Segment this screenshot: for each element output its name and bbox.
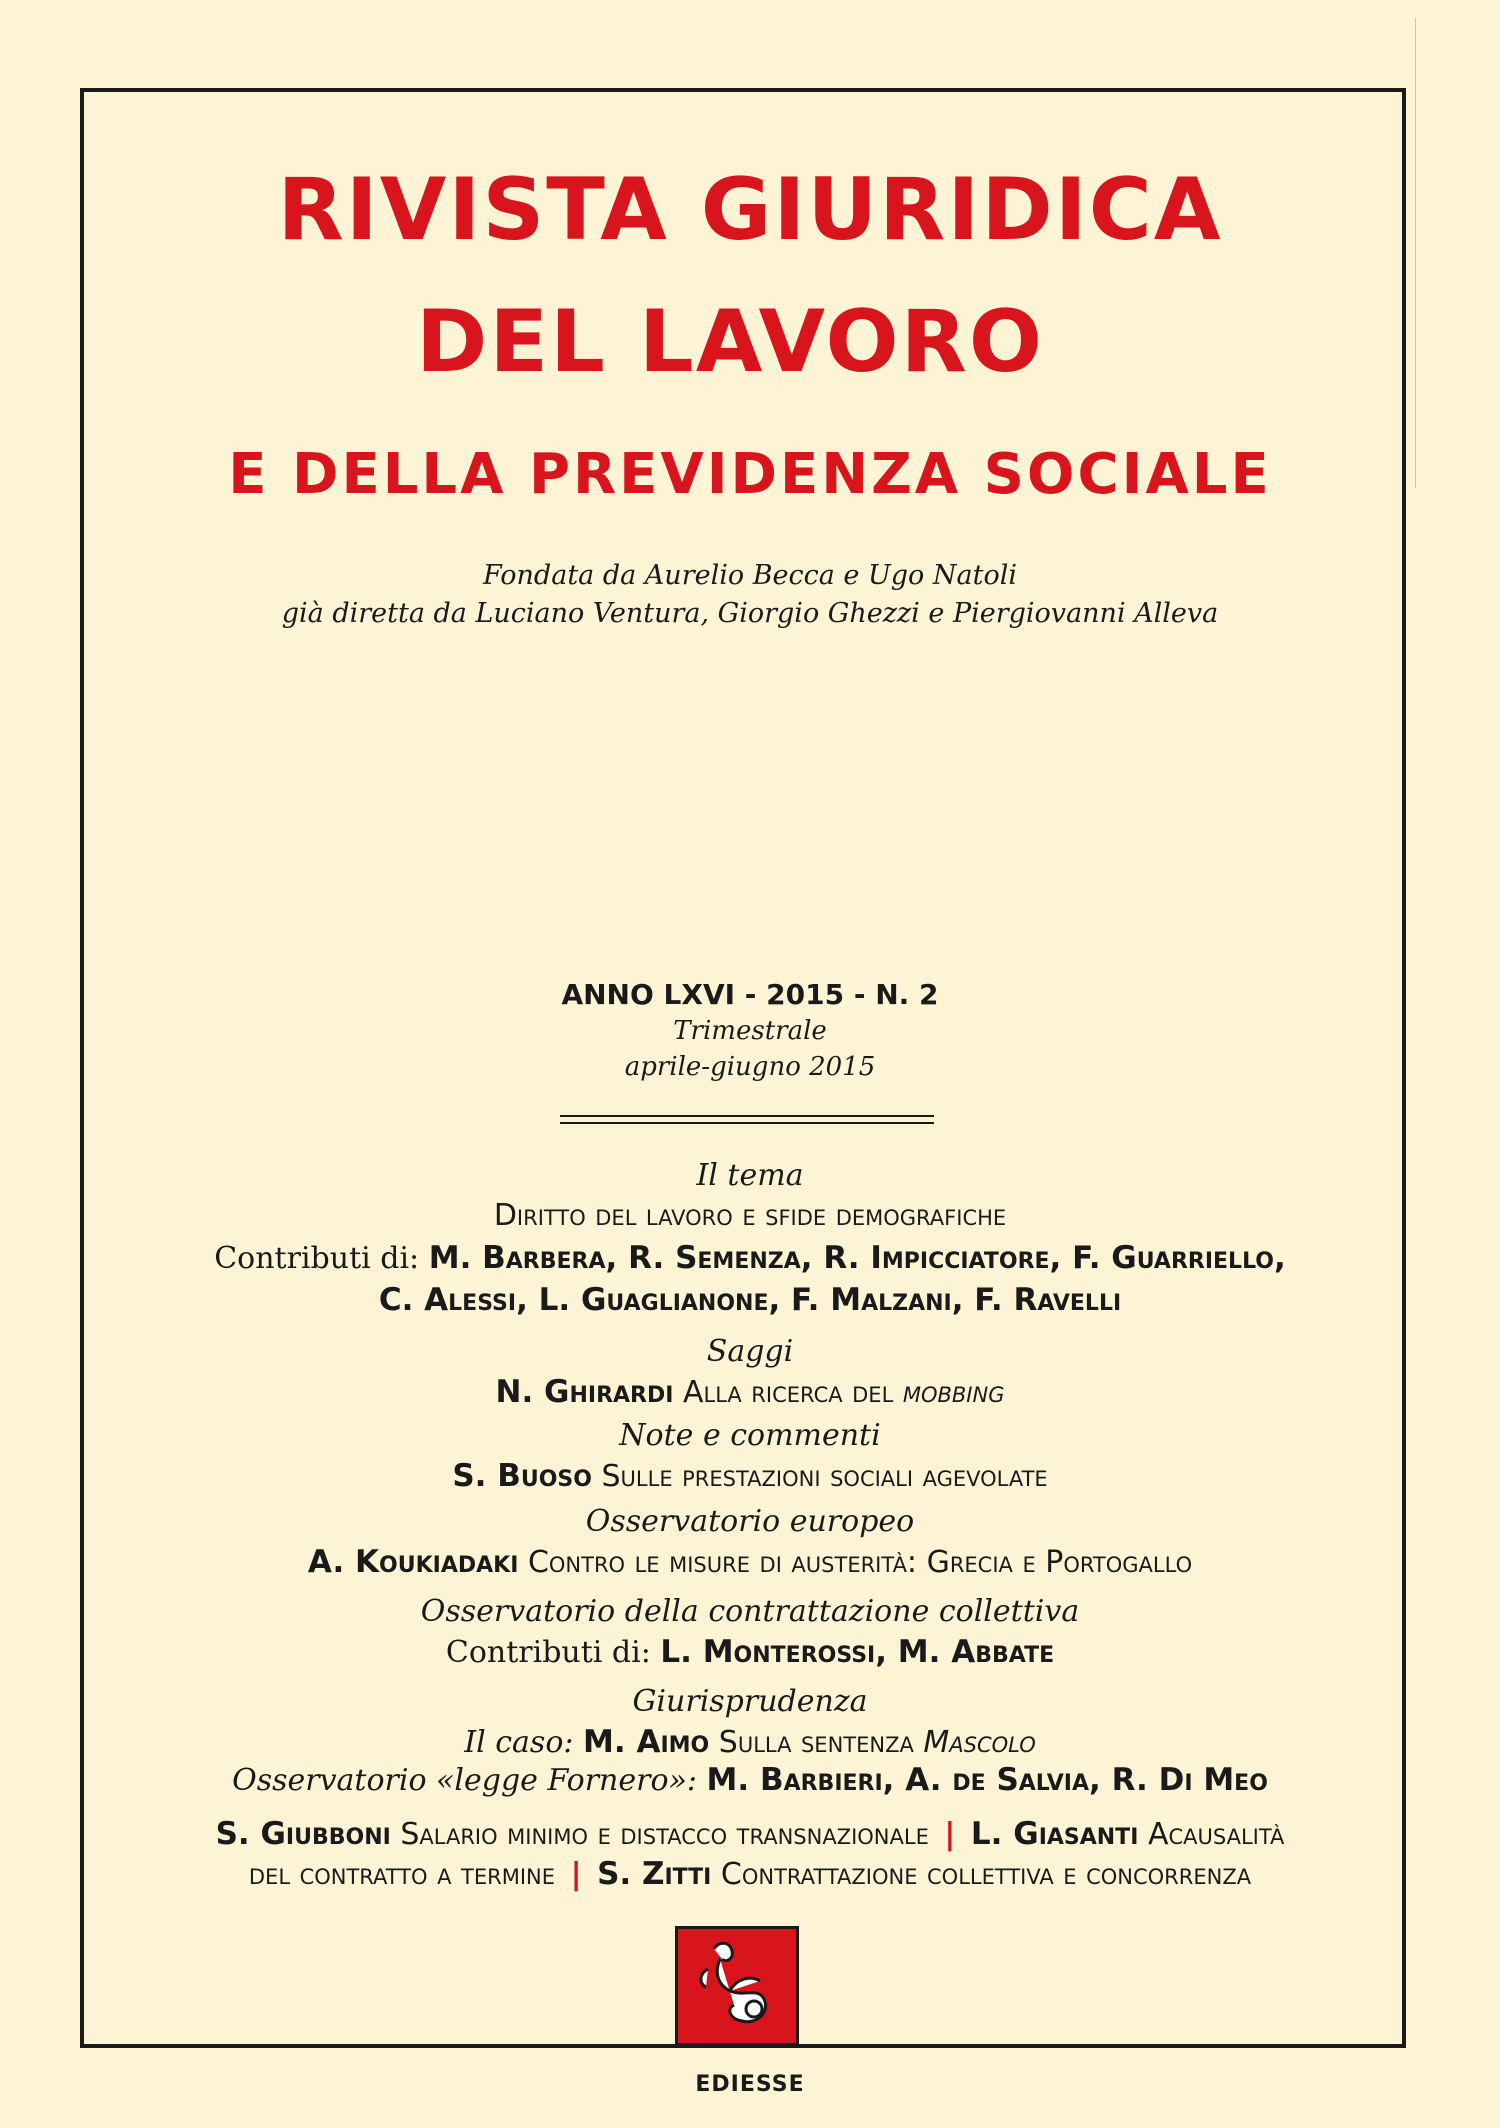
europeo-entry [0, 1544, 1500, 1580]
journal-title-line-2: DEL LAVORO [416, 292, 1044, 392]
section-heading: Giurisprudenza [632, 1684, 868, 1719]
contributors-label: Contributi di: [214, 1241, 420, 1276]
misc-entries-line-2 [0, 1856, 1500, 1892]
note-entry [0, 1458, 1500, 1494]
author: A. Koukiadaki [307, 1544, 519, 1580]
fornero-label: Osservatorio «legge Fornero»: [232, 1763, 697, 1798]
tema-authors-line-1 [0, 1240, 1500, 1276]
giurisprudenza-fornero [0, 1762, 1500, 1798]
section-heading: Il tema [696, 1158, 804, 1193]
issue-number: ANNO LXVI - 2015 - N. 2 [561, 978, 939, 1011]
authors: M. Barbieri, A. de Salvia, R. Di Meo [706, 1762, 1268, 1798]
contributors-label: Contributi di: [445, 1635, 651, 1670]
saggi-entry [0, 1374, 1500, 1410]
section-saggi [0, 1334, 1500, 1369]
article-title: Contrattazione collettiva e concorrenza [720, 1857, 1252, 1892]
article-title: Sulle prestazioni sociali agevolate [601, 1459, 1048, 1494]
section-europeo [0, 1504, 1500, 1539]
journal-title-line-1: RIVISTA GIURIDICA [277, 160, 1223, 260]
section-tema [0, 1158, 1500, 1193]
section-heading: Osservatorio europeo [585, 1504, 915, 1539]
separator: | [944, 1817, 956, 1852]
issue-period: aprile-giugno 2015 [624, 1052, 876, 1082]
section-heading: Osservatorio della contrattazione collettiva [420, 1594, 1080, 1629]
contrattazione-entry [0, 1634, 1500, 1670]
article-title: Acausalità [1147, 1817, 1285, 1852]
divider-rule [560, 1122, 934, 1124]
separator: | [570, 1857, 582, 1892]
author: N. Ghirardi [495, 1374, 674, 1410]
tema-title-line [0, 1198, 1500, 1233]
article-title: Sulla sentenza Mascolo [718, 1725, 1036, 1760]
siren-logo-icon [675, 1926, 799, 2046]
author: S. Giubboni [215, 1816, 391, 1852]
article-title: Alla ricerca del mobbing [683, 1375, 1005, 1410]
author: S. Zitti [597, 1856, 712, 1892]
founded-by: Fondata da Aurelio Becca e Ugo Natoli [483, 560, 1017, 591]
section-giurisprudenza [0, 1684, 1500, 1719]
author: L. Giasanti [970, 1816, 1139, 1852]
journal-title-line-3: E DELLA PREVIDENZA SOCIALE [228, 442, 1272, 507]
issue-frequency: Trimestrale [673, 1016, 827, 1046]
misc-entries-line-1 [0, 1816, 1500, 1852]
tema-authors-line-2 [0, 1282, 1500, 1318]
directed-by: già diretta da Luciano Ventura, Giorgio Ghezzi e Piergiovanni Alleva [281, 598, 1219, 629]
publisher-name: EDIESSE [695, 2072, 805, 2097]
divider-rule [560, 1115, 934, 1117]
section-heading: Saggi [706, 1334, 794, 1369]
article-title: Contro le misure di austerità: Grecia e Portogallo [527, 1545, 1193, 1580]
article-title: Salario minimo e distacco transnazionale [400, 1817, 929, 1852]
author: M. Aimo [583, 1724, 710, 1760]
authors: C. Alessi, L. Guaglianone, F. Malzani, F. Ravelli [378, 1282, 1122, 1318]
section-contrattazione [0, 1594, 1500, 1629]
caso-label: Il caso: [464, 1725, 574, 1760]
section-note [0, 1418, 1500, 1453]
author: S. Buoso [452, 1458, 592, 1494]
giurisprudenza-caso [0, 1724, 1500, 1760]
authors: L. Monterossi, M. Abbate [660, 1634, 1055, 1670]
authors: M. Barbera, R. Semenza, R. Impicciatore, F. Guarriello, [428, 1240, 1286, 1276]
article-title: Diritto del lavoro e sfide demografiche [493, 1198, 1007, 1233]
section-heading: Note e commenti [619, 1418, 881, 1453]
article-title: del contratto a termine [248, 1857, 556, 1892]
